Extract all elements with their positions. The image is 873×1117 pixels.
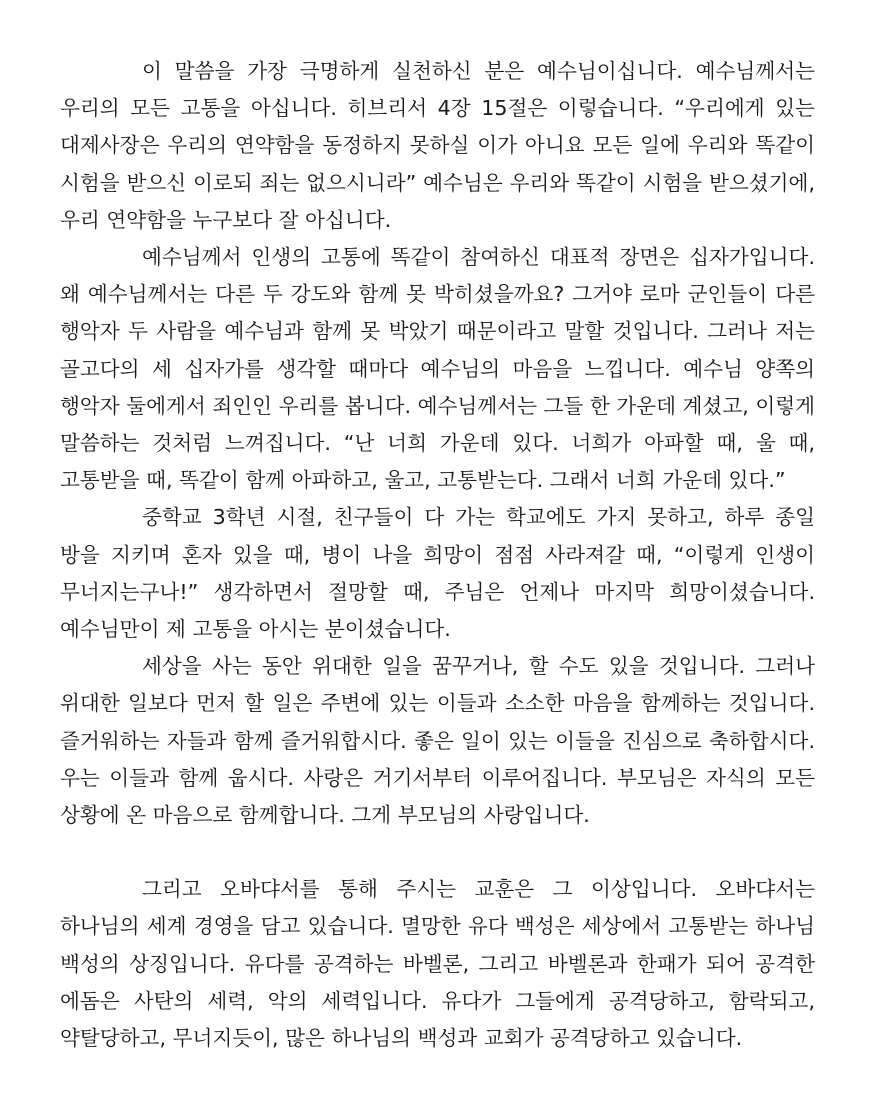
paragraph-gap bbox=[60, 834, 815, 871]
paragraph-4: 세상을 사는 동안 위대한 일을 꿈꾸거나, 할 수도 있을 것입니다. 그러나 위대한 일보다 먼저 할 일은 주변에 있는 이들과 소소한 마음을 함께하는 것입니다. 즐거워하는 자들과 함께 즐거워합시다. 좋은 일이 있는 이들을 진심으로 축하합시다. 우는 이들과 함께 웁시다. 사랑은 거기서부터 이루어집니다. 부모님은 자식의 모든 상황에 온 마음으로 함께합니다. 그게 부모님의 사랑입니다. bbox=[60, 654, 815, 828]
paragraph-1: 이 말씀을 가장 극명하게 실천하신 분은 예수님이십니다. 예수님께서는 우리의 모든 고통을 아십니다. 히브리서 4장 15절은 이렇습니다. “우리에게 있는 대제사장은 우리의 연약함을 동정하지 못하실 이가 아니요 모든 일에 우리와 똑같이 시험을 받으신 이로되 죄는 없으시니라” 예수님은 우리와 똑같이 시험을 받으셨기에, 우리 연약함을 누구보다 잘 아십니다. bbox=[60, 59, 815, 232]
paragraph-5: 그리고 오바댜서를 통해 주시는 교훈은 그 이상입니다. 오바댜서는 하나님의 세계 경영을 담고 있습니다. 멸망한 유다 백성은 세상에서 고통받는 하나님 백성의 상징입니다. 유다를 공격하는 바벨론, 그리고 바벨론과 한패가 되어 공격한 에돔은 사탄의 세력, 악의 세력입니다. 유다가 그들에게 공격당하고, 함락되고, 약탈당하고, 무너지듯이, 많은 하나님의 백성과 교회가 공격당하고 있습니다. bbox=[60, 877, 815, 1051]
paragraph-2: 예수님께서 인생의 고통에 똑같이 참여하신 대표적 장면은 십자가입니다. 왜 예수님께서는 다른 두 강도와 함께 못 박히셨을까요? 그거야 로마 군인들이 다른 행악자 두 사람을 예수님과 함께 못 박았기 때문이라고 말할 것입니다. 그러나 저는 골고다의 세 십자가를 생각할 때마다 예수님의 마음을 느낍니다. 예수님 양쪽의 행악자 둘에게서 죄인인 우리를 봅니다. 예수님께서는 그들 한 가운데 계셨고, 이렇게 말씀하는 것처럼 느껴집니다. “난 너희 가운데 있다. 너희가 아파할 때, 울 때, 고통받을 때, 똑같이 함께 아파하고, 울고, 고통받는다. 그래서 너희 가운데 있다.” bbox=[60, 245, 815, 493]
paragraph-3: 중학교 3학년 시절, 친구들이 다 가는 학교에도 가지 못하고, 하루 종일 방을 지키며 혼자 있을 때, 병이 나을 희망이 점점 사라져갈 때, “이렇게 인생이 무너지는구나!” 생각하면서 절망할 때, 주님은 언제나 마지막 희망이셨습니다. 예수님만이 제 고통을 아시는 분이셨습니다. bbox=[60, 505, 815, 642]
